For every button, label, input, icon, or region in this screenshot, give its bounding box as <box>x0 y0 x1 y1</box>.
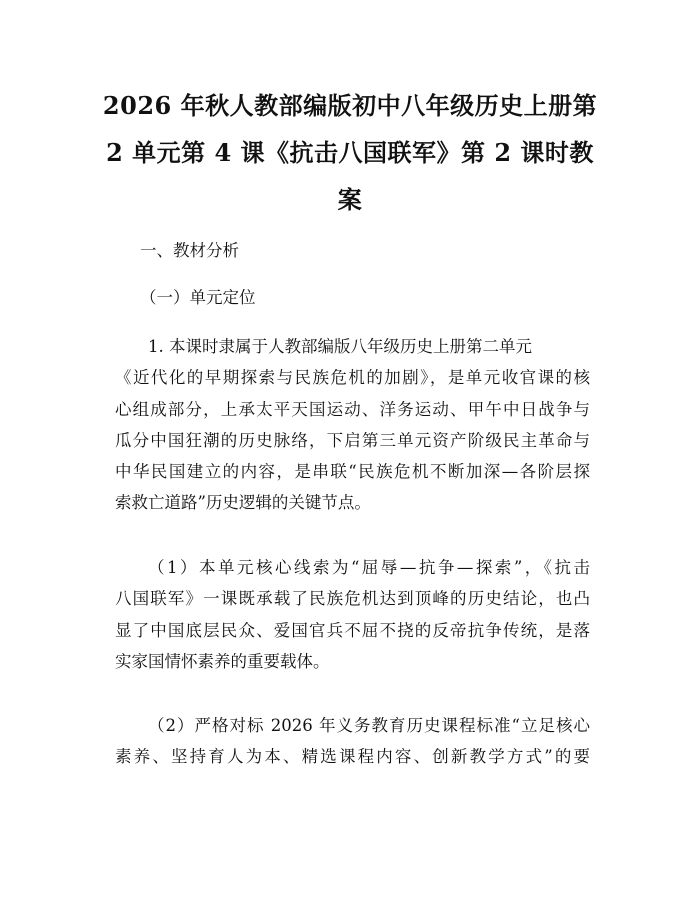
paragraph-1 <box>115 331 590 519</box>
subsection-heading: （一）单元定位 <box>140 288 256 307</box>
title-line: 2026 年秋人教部编版初中八年级历史上册第 <box>102 91 598 120</box>
paragraph-line: 中华民国建立的内容，是串联“民族危机不断加深—各阶层探 <box>115 462 590 482</box>
paragraph-2 <box>115 552 590 677</box>
paragraph-line: 《近代化的早期探索与民族危机的加剧》，是单元收官课的核 <box>115 368 590 388</box>
title-line: 案 <box>337 185 363 214</box>
paragraph-line: 显了中国底层民众、爱国官兵不屈不挠的反帝抗争传统，是落 <box>115 620 590 640</box>
paragraph-3 <box>115 710 590 773</box>
title-line: 2 单元第 4 课《抗击八国联军》第 2 课时教 <box>106 138 594 167</box>
section-heading: 一、教材分析 <box>140 241 239 260</box>
paragraph-line: 八国联军》一课既承载了民族危机达到顶峰的历史结论，也凸 <box>115 589 590 609</box>
paragraph-line: （2）严格对标 2026 年义务教育历史课程标准“立足核心 <box>148 716 590 735</box>
paragraph-line: 1. 本课时隶属于人教部编版八年级历史上册第二单元 <box>148 337 532 356</box>
paragraph-line: 心组成部分，上承太平天国运动、洋务运动、甲午中日战争与 <box>115 399 590 419</box>
paragraph-line: （1）本单元核心线索为“屈辱—抗争—探索”，《抗击 <box>148 558 590 577</box>
paragraph-line: 索救亡道路”历史逻辑的关键节点。 <box>115 493 371 513</box>
paragraph-line: 瓜分中国狂潮的历史脉络，下启第三单元资产阶级民主革命与 <box>115 430 590 450</box>
paragraph-line: 实家国情怀素养的重要载体。 <box>115 651 330 671</box>
document-title <box>95 82 605 223</box>
paragraph-line: 素养、坚持育人为本、精选课程内容、创新教学方式”的要 <box>115 747 590 767</box>
